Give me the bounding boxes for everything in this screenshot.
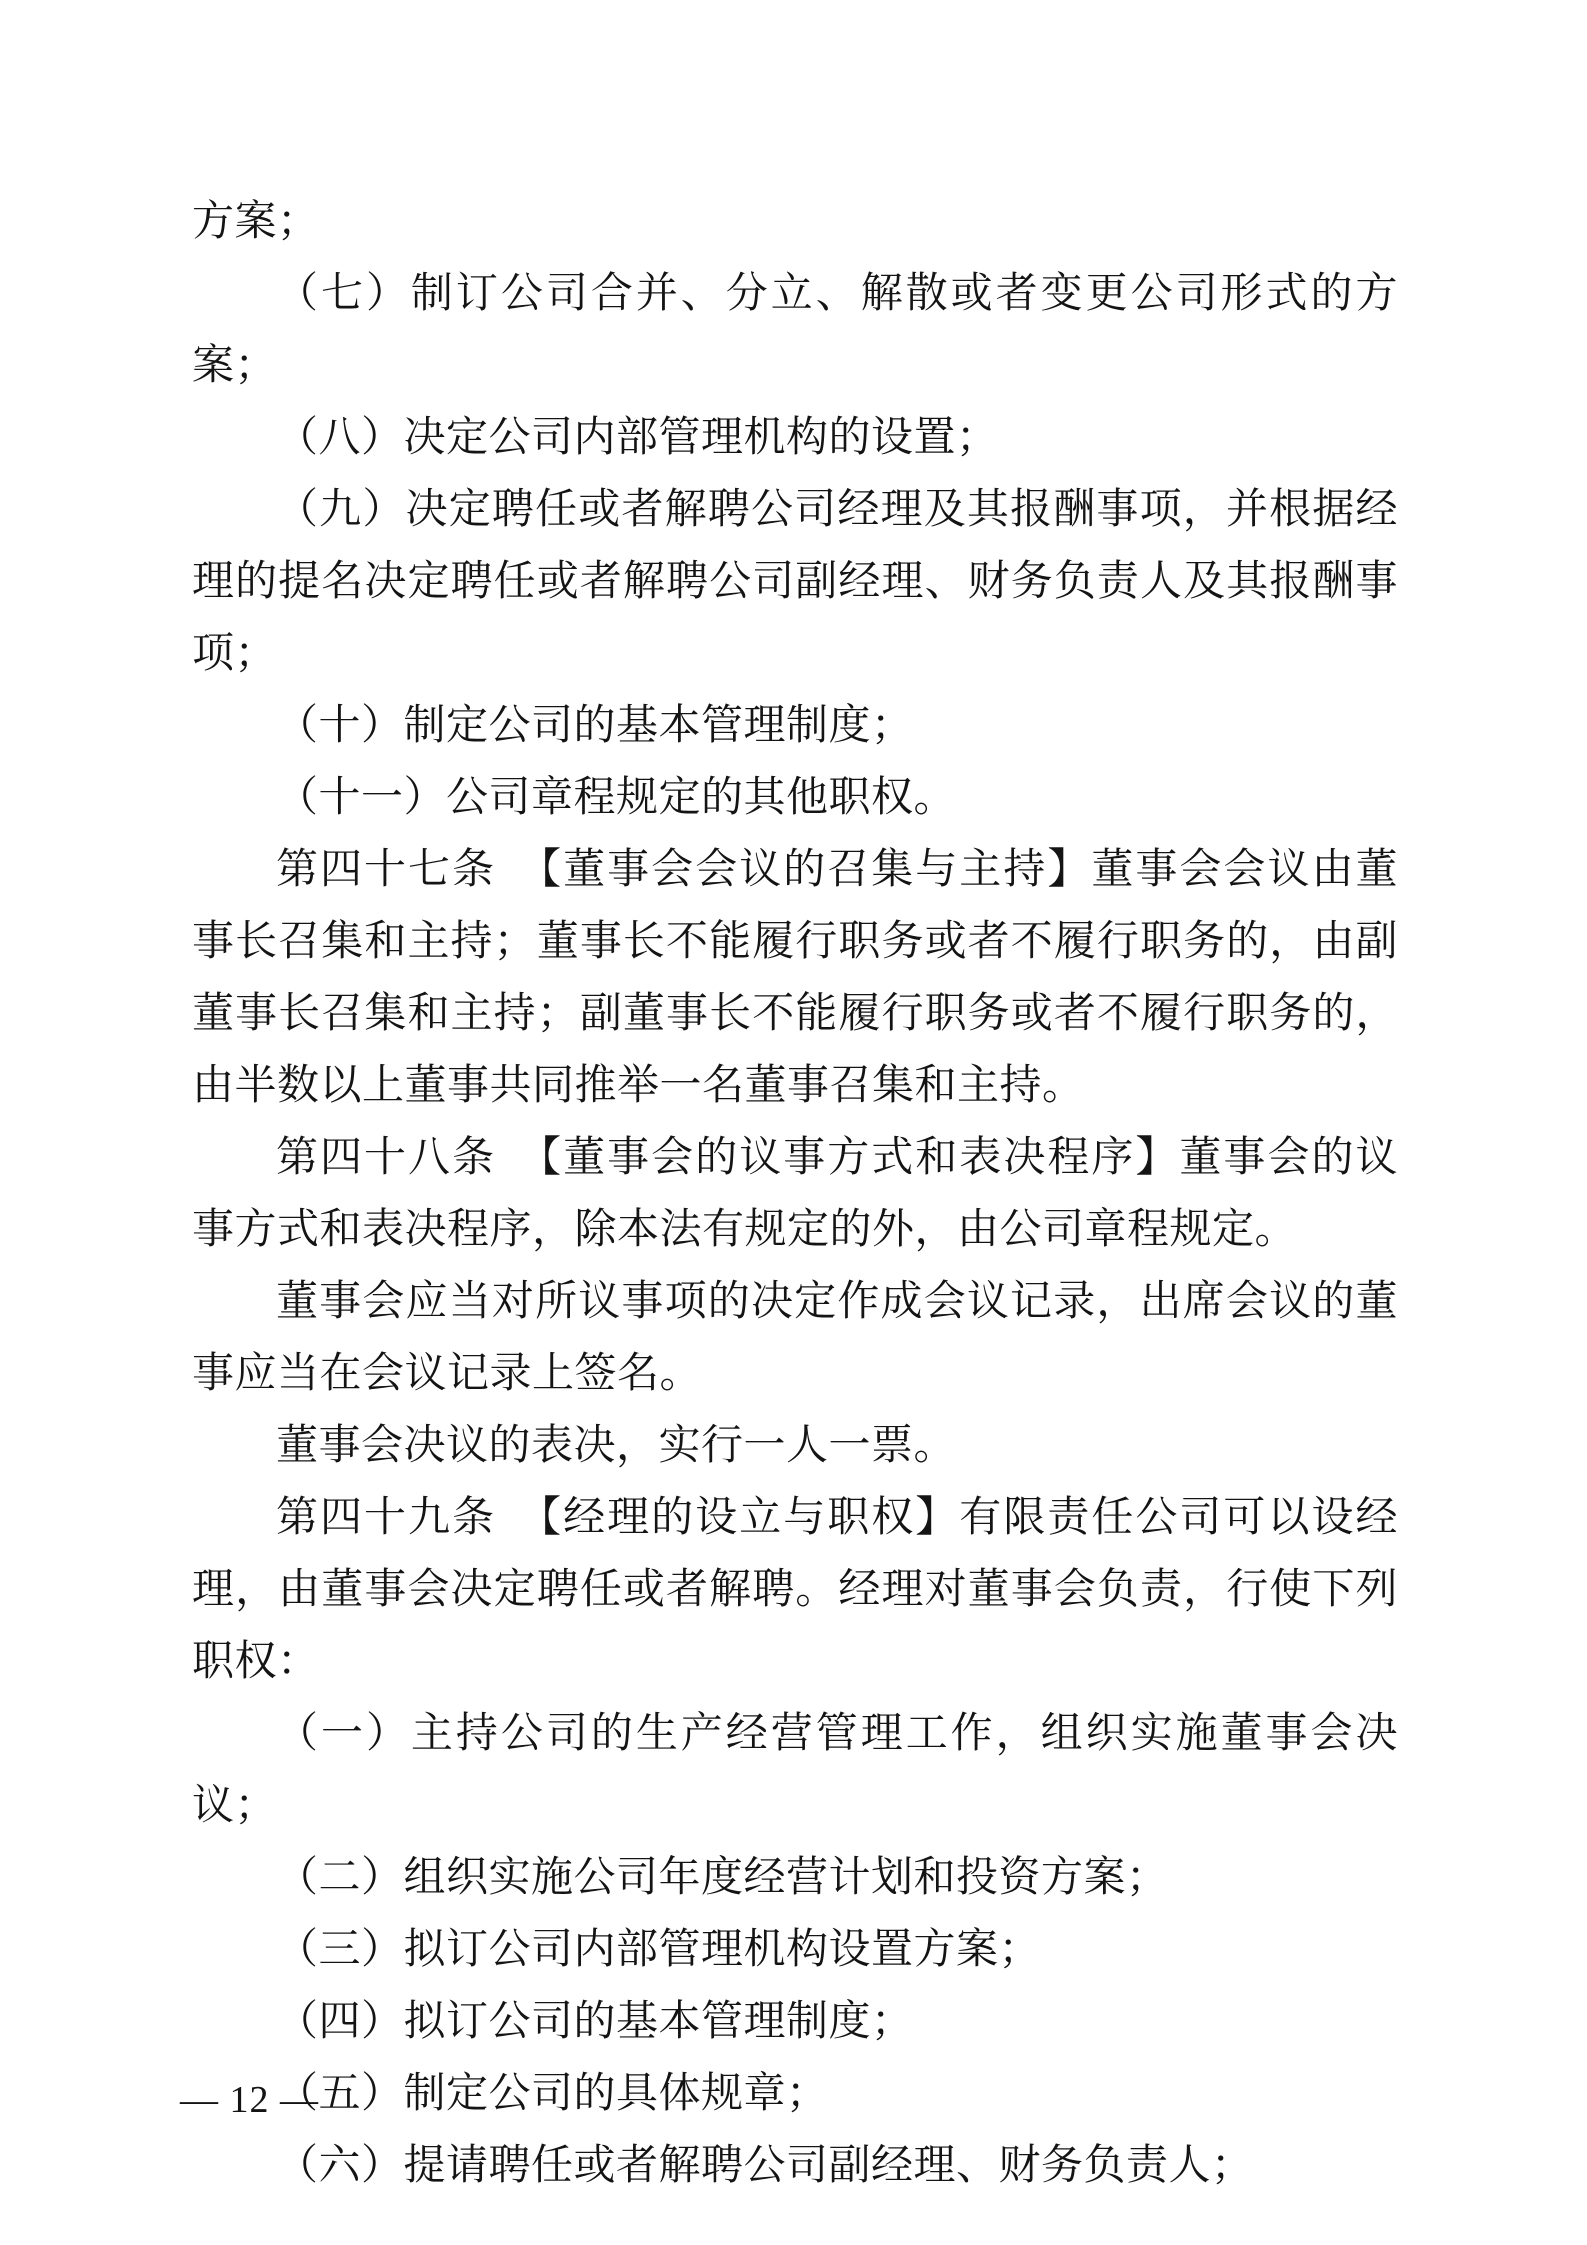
- paragraph: 方案；: [192, 199, 320, 245]
- paragraph: （一）主持公司的生产经营管理工作，组织实施董事会决议；: [192, 1711, 1398, 1829]
- paragraph: （三）拟订公司内部管理机构设置方案；: [276, 1927, 1042, 1973]
- paragraph: （九）决定聘任或者解聘公司经理及其报酬事项，并根据经理的提名决定聘任或者解聘公司副经理、财务负责人及其报酬事项；: [192, 487, 1398, 677]
- paragraph: 第四十七条 【董事会会议的召集与主持】董事会会议由董事长召集和主持；董事长不能履行职务或者不履行职务的，由副董事长召集和主持；副董事长不能履行职务或者不履行职务的，由半数以上董事共同推举一名董事召集和主持。: [192, 847, 1398, 1109]
- paragraph: （七）制订公司合并、分立、解散或者变更公司形式的方案；: [192, 271, 1398, 389]
- document-body: [192, 186, 1398, 2202]
- paragraph: 董事会应当对所议事项的决定作成会议记录，出席会议的董事应当在会议记录上签名。: [192, 1279, 1398, 1397]
- paragraph: （四）拟订公司的基本管理制度；: [276, 1999, 914, 2045]
- paragraph: （八）决定公司内部管理机构的设置；: [276, 415, 999, 461]
- paragraph: （十）制定公司的基本管理制度；: [276, 703, 914, 749]
- page-number: — 12 —: [180, 2079, 319, 2121]
- paragraph: 第四十八条 【董事会的议事方式和表决程序】董事会的议事方式和表决程序，除本法有规定的外，由公司章程规定。: [192, 1135, 1398, 1253]
- paragraph: （二）组织实施公司年度经营计划和投资方案；: [276, 1855, 1169, 1901]
- paragraph: （五）制定公司的具体规章；: [276, 2071, 829, 2117]
- paragraph: 第四十九条 【经理的设立与职权】有限责任公司可以设经理，由董事会决定聘任或者解聘。经理对董事会负责，行使下列职权：: [192, 1495, 1398, 1685]
- paragraph: （六）提请聘任或者解聘公司副经理、财务负责人；: [276, 2143, 1254, 2189]
- paragraph: 董事会决议的表决，实行一人一票。: [276, 1423, 957, 1469]
- paragraph: （十一）公司章程规定的其他职权。: [276, 775, 957, 821]
